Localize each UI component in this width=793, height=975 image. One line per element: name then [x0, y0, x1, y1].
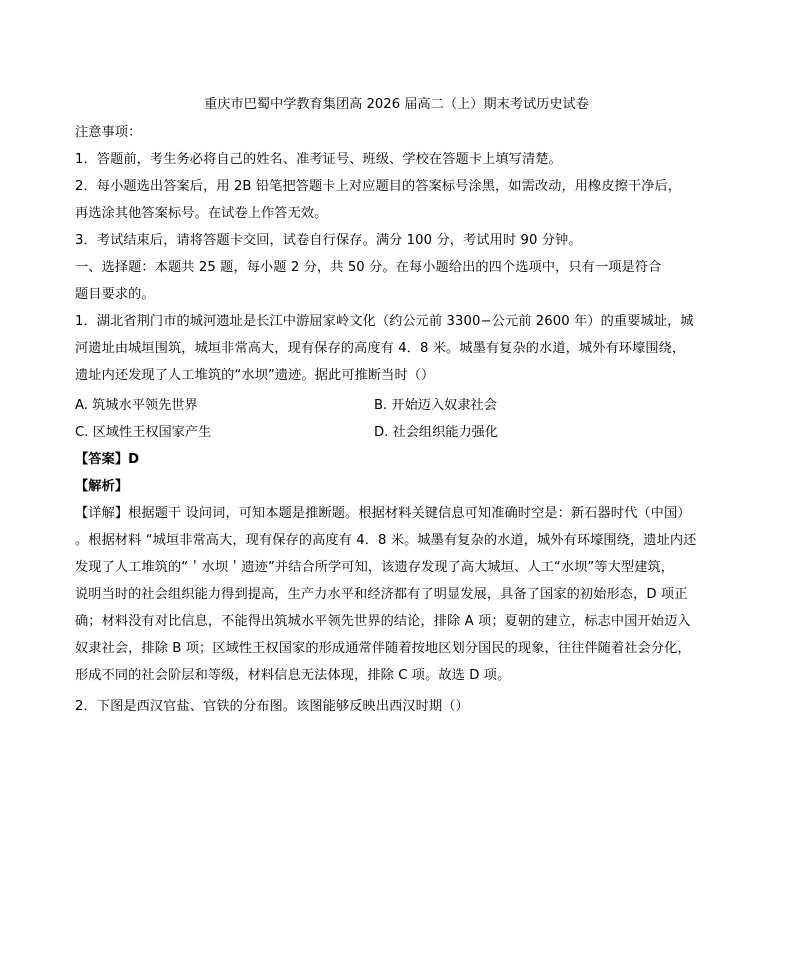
notice-3: 3．考试结束后，请将答题卡交回，试卷自行保存。满分 100 分，考试用时 90 分钟。 — [75, 233, 582, 248]
q1-analysis-label: 【解析】 — [75, 479, 129, 494]
q1-stem-line-3: 遗址内还发现了人工堆筑的“水坝”遗迹。据此可推断当时（） — [75, 368, 435, 383]
q1-detail-line-7: 形成不同的社会阶层和等级，材料信息无法体现，排除 C 项。故选 D 项。 — [75, 668, 511, 683]
notice-1: 1．答题前，考生务必将自己的姓名、准考证号、班级、学校在答题卡上填写清楚。 — [75, 152, 562, 167]
q1-answer: 【答案】D — [75, 452, 140, 467]
q1-detail-line-5: 确；材料没有对比信息，不能得出筑城水平领先世界的结论，排除 A 项；夏朝的建立，标志中国开始迈入 — [75, 614, 691, 629]
q1-option-a: A. 筑城水平领先世界 — [75, 398, 198, 413]
q1-detail-line-3: 发现了人工堆筑的“＇水坝＇遗迹”并结合所学可知，该遗存发现了高大城垣、人工“水坝”等大型建筑， — [75, 560, 675, 575]
q1-detail-line-2: 。根据材料 “城垣非常高大，现有保存的高度有 4．8 米。城墨有复杂的水道，城外有环壕围绕，遗址内还 — [75, 533, 697, 548]
q1-detail-line-4: 说明当时的社会组织能力得到提高，生产力水平和经济都有了明显发展，具备了国家的初始形态，D 项正 — [75, 587, 688, 602]
q1-option-d: D. 社会组织能力强化 — [374, 425, 499, 440]
q1-detail-line-6: 奴隶社会，排除 B 项；区域性王权国家的形成通常伴随着按地区划分国民的现象，往往伴随着社会分化， — [75, 641, 691, 656]
section-heading-continued: 题目要求的。 — [75, 287, 155, 302]
q1-detail-line-1: 【详解】根据题干 设问词，可知本题是推断题。根据材料关键信息可知准确时空是：新石器时代（中国） — [75, 506, 691, 521]
q1-stem-line-2: 河遗址由城垣围筑，城垣非常高大，现有保存的高度有 4．8 米。城墨有复杂的水道，城外有环壕围绕， — [75, 341, 686, 356]
exam-title: 重庆市巴蜀中学教育集团高 2026 届高二（上）期末考试历史试卷 — [204, 97, 589, 112]
notice-heading: 注意事项： — [75, 125, 142, 140]
notice-2-continued: 再选涂其他答案标号。在试卷上作答无效。 — [75, 206, 328, 221]
q1-stem-line-1: 1．湖北省荆门市的城河遗址是长江中游屈家岭文化（约公元前 3300−公元前 2600 年）的重要城址，城 — [75, 314, 694, 329]
q1-option-c: C. 区域性王权国家产生 — [75, 425, 212, 440]
notice-2: 2．每小题选出答案后，用 2B 铅笔把答题卡上对应题目的答案标号涂黑，如需改动，用橡皮擦干净后， — [75, 179, 682, 194]
section-heading: 一、选择题：本题共 25 题，每小题 2 分，共 50 分。在每小题给出的四个选项中，只有一项是符合 — [75, 260, 662, 275]
q2-stem: 2．下图是西汉官盐、官铁的分布图。该图能够反映出西汉时期（） — [75, 699, 469, 714]
q1-option-b: B. 开始迈入奴隶社会 — [374, 398, 497, 413]
